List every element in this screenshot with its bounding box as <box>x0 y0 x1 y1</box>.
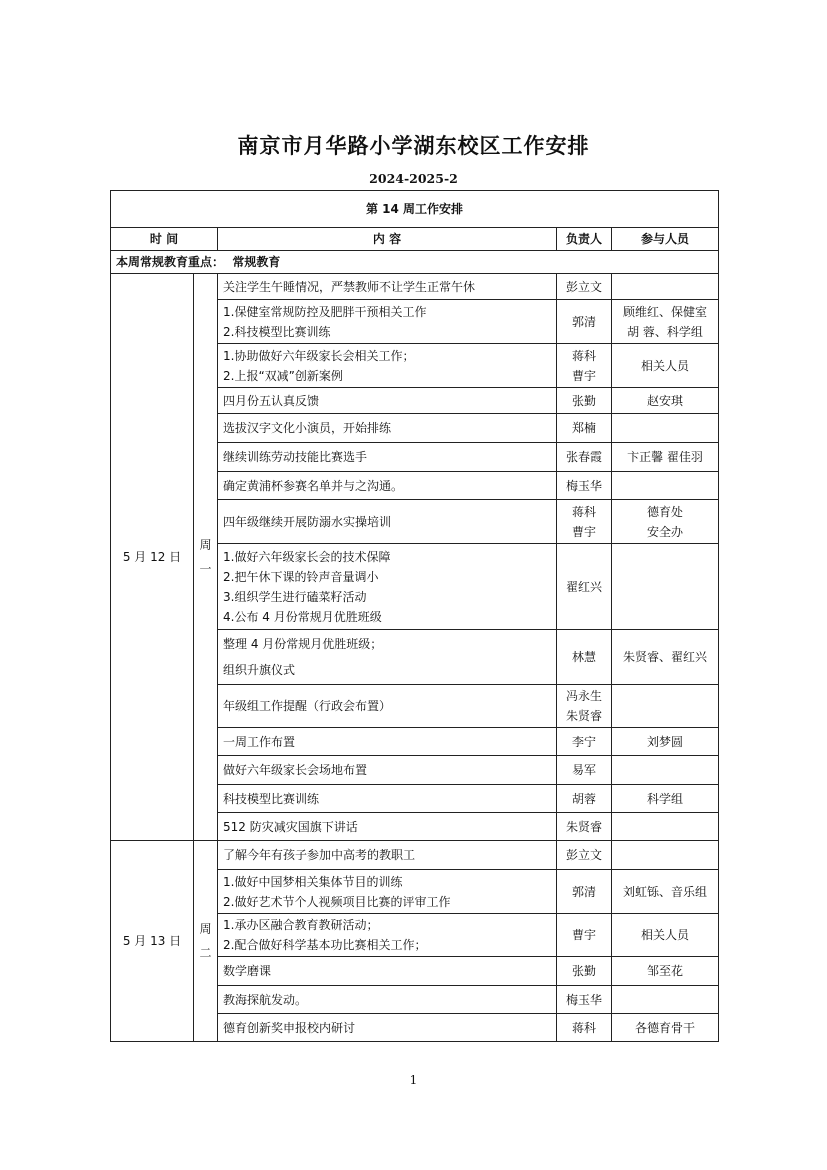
task-participants-line: 顾维红、保健室 <box>623 304 708 319</box>
task-owner-line: 彭立文 <box>565 848 602 862</box>
task-owner <box>557 986 612 1014</box>
focus-value: 常规教育 <box>232 255 281 269</box>
task-owner <box>557 785 612 813</box>
table-row <box>111 841 719 870</box>
task-content-line: 德育创新奖申报校内研讨 <box>223 1020 356 1035</box>
task-content-line: 1.承办区融合教育教研活动； <box>223 918 379 932</box>
task-participants <box>612 728 719 756</box>
task-owner-line: 曹宇 <box>571 524 596 539</box>
task-content-line: 2.科技模型比赛训练 <box>223 324 331 339</box>
task-owner-line: 李宁 <box>571 734 596 749</box>
task-participants-line: 各德育骨干 <box>635 1020 696 1035</box>
task-content <box>218 344 557 388</box>
task-owner <box>557 443 612 472</box>
task-owner <box>557 388 612 414</box>
task-owner <box>557 300 612 344</box>
task-participants-line: 刘虹铄、音乐组 <box>623 884 708 899</box>
day-date: 5 月 13 日 <box>111 841 194 1042</box>
task-participants <box>612 443 719 472</box>
task-content <box>218 756 557 785</box>
task-owner-line: 梅玉华 <box>565 992 602 1007</box>
task-content-line: 数学磨课 <box>223 964 272 978</box>
task-content-line: 512 防灾减灾国旗下讲话 <box>223 819 358 834</box>
task-content-line: 一周工作布置 <box>223 734 296 749</box>
page-number: 1 <box>409 1073 418 1087</box>
task-participants <box>612 500 719 544</box>
task-owner-line: 易军 <box>571 763 596 777</box>
task-owner-line: 曹宇 <box>571 368 596 383</box>
task-owner-line: 郑楠 <box>571 421 596 435</box>
task-content-line: 整理 4 月份常规月优胜班级； <box>223 637 383 651</box>
weekday-label: 周一 <box>199 538 212 576</box>
task-content <box>218 914 557 957</box>
task-participants-line: 相关人员 <box>641 928 690 942</box>
header-owner: 负责人 <box>557 228 612 251</box>
task-owner-line: 蒋科 <box>571 504 596 519</box>
task-participants <box>612 630 719 685</box>
task-participants <box>612 388 719 414</box>
task-content-line: 教海探航发动。 <box>223 992 308 1007</box>
week-title: 第 14 周工作安排 <box>111 191 719 228</box>
task-participants <box>612 841 719 870</box>
task-content-line: 1.协助做好六年级家长会相关工作； <box>223 348 415 363</box>
schedule-table <box>110 190 719 1042</box>
task-participants-line: 卞正馨 翟佳羽 <box>627 450 703 464</box>
task-content-line: 2.做好艺术节个人视频项目比赛的评审工作 <box>223 894 451 909</box>
task-owner-line: 冯永生 <box>565 689 602 703</box>
task-owner <box>557 1014 612 1042</box>
task-participants <box>612 1014 719 1042</box>
task-participants <box>612 414 719 443</box>
task-owner <box>557 914 612 957</box>
task-owner <box>557 274 612 300</box>
task-owner-line: 林慧 <box>571 650 596 664</box>
header-participants: 参与人员 <box>612 228 719 251</box>
task-content-line: 2.配合做好科学基本功比赛相关工作； <box>223 938 427 952</box>
task-participants-line: 相关人员 <box>641 358 690 373</box>
task-owner <box>557 841 612 870</box>
page-title: 南京市月华路小学湖东校区工作安排 <box>237 133 590 158</box>
task-participants <box>612 986 719 1014</box>
task-participants-line: 刘梦圆 <box>647 734 684 749</box>
task-content <box>218 841 557 870</box>
task-participants-line: 朱贤睿、翟红兴 <box>623 650 708 664</box>
task-participants-line: 邹至花 <box>647 964 684 978</box>
task-content-line: 1.保健室常规防控及肥胖干预相关工作 <box>223 304 427 319</box>
task-content-line: 确定黄浦杯参赛名单并与之沟通。 <box>223 478 404 493</box>
task-content-line: 四年级继续开展防溺水实操培训 <box>223 514 392 529</box>
task-content <box>218 1014 557 1042</box>
task-content-line: 1.做好中国梦相关集体节目的训练 <box>223 874 403 889</box>
task-content <box>218 813 557 841</box>
task-content <box>218 728 557 756</box>
task-owner-line: 张春霞 <box>565 450 602 464</box>
header-row <box>111 228 719 251</box>
task-owner-line: 彭立文 <box>565 279 602 294</box>
task-owner-line: 蒋科 <box>571 348 596 363</box>
task-participants <box>612 472 719 500</box>
task-content-line: 四月份五认真反馈 <box>223 393 320 408</box>
task-participants-line: 安全办 <box>647 524 684 539</box>
task-owner-line: 胡蓉 <box>571 791 596 806</box>
task-content <box>218 414 557 443</box>
task-participants-line: 胡 蓉、科学组 <box>627 324 703 339</box>
task-participants <box>612 544 719 630</box>
task-content-line: 科技模型比赛训练 <box>223 791 320 806</box>
task-content <box>218 870 557 914</box>
task-owner-line: 朱贤睿 <box>565 819 602 834</box>
task-owner <box>557 472 612 500</box>
week-title-row <box>111 191 719 228</box>
focus-row <box>111 251 719 274</box>
day-weekday <box>194 841 218 1042</box>
task-content-line: 选拔汉字文化小演员，开始排练 <box>223 421 392 435</box>
task-content <box>218 500 557 544</box>
task-owner <box>557 414 612 443</box>
task-content-line: 3.组织学生进行磕菜籽活动 <box>223 589 367 604</box>
school-year: 2024-2025-2 <box>369 171 458 186</box>
task-participants <box>612 813 719 841</box>
focus-label: 本周常规教育重点： <box>116 255 225 269</box>
task-participants <box>612 957 719 986</box>
task-content <box>218 443 557 472</box>
task-content <box>218 544 557 630</box>
task-participants <box>612 870 719 914</box>
task-participants <box>612 785 719 813</box>
task-participants <box>612 756 719 785</box>
task-owner <box>557 728 612 756</box>
task-content-line: 年级组工作提醒（行政会布置） <box>223 699 392 713</box>
task-content-line: 继续训练劳动技能比赛选手 <box>223 450 368 464</box>
task-participants <box>612 344 719 388</box>
task-owner-line: 张勤 <box>571 393 596 408</box>
task-owner <box>557 544 612 630</box>
task-participants <box>612 300 719 344</box>
task-content <box>218 274 557 300</box>
task-participants-line: 科学组 <box>647 791 684 806</box>
task-content-line: 2.上报“双减”创新案例 <box>223 368 343 383</box>
weekday-label: 周二 <box>199 922 212 960</box>
task-owner-line: 翟红兴 <box>565 579 602 594</box>
task-owner <box>557 813 612 841</box>
task-content-line: 4.公布 4 月份常规月优胜班级 <box>223 609 382 624</box>
task-content-line: 做好六年级家长会场地布置 <box>223 763 368 777</box>
task-participants-line: 赵安琪 <box>647 393 684 408</box>
task-owner <box>557 344 612 388</box>
task-owner-line: 郭清 <box>571 314 596 329</box>
task-content <box>218 785 557 813</box>
task-content <box>218 986 557 1014</box>
task-content-line: 2.把午休下课的铃声音量调小 <box>223 569 379 584</box>
task-content <box>218 472 557 500</box>
task-content-line: 关注学生午睡情况，严禁教师不让学生正常午休 <box>223 279 476 294</box>
task-content-line: 组织升旗仪式 <box>223 663 296 677</box>
task-content <box>218 388 557 414</box>
task-owner-line: 朱贤睿 <box>565 709 602 723</box>
header-content: 内 容 <box>218 228 557 251</box>
day-date: 5 月 12 日 <box>111 274 194 841</box>
task-owner <box>557 870 612 914</box>
task-owner <box>557 500 612 544</box>
header-time: 时 间 <box>111 228 218 251</box>
task-owner <box>557 685 612 728</box>
task-owner-line: 张勤 <box>571 964 596 978</box>
task-owner-line: 郭清 <box>571 884 596 899</box>
day-weekday <box>194 274 218 841</box>
task-content-line: 1.做好六年级家长会的技术保障 <box>223 549 391 564</box>
weekly-focus <box>111 251 719 274</box>
task-participants <box>612 914 719 957</box>
task-owner-line: 梅玉华 <box>565 478 602 493</box>
task-content <box>218 685 557 728</box>
task-owner <box>557 756 612 785</box>
task-content <box>218 957 557 986</box>
task-owner-line: 蒋科 <box>571 1020 596 1035</box>
task-owner-line: 曹宇 <box>571 928 596 942</box>
table-row <box>111 274 719 300</box>
task-owner <box>557 957 612 986</box>
task-participants-line: 德育处 <box>647 504 684 519</box>
task-participants <box>612 274 719 300</box>
task-content <box>218 300 557 344</box>
task-content <box>218 630 557 685</box>
task-participants <box>612 685 719 728</box>
task-owner <box>557 630 612 685</box>
task-content-line: 了解今年有孩子参加中高考的教职工 <box>223 848 416 862</box>
